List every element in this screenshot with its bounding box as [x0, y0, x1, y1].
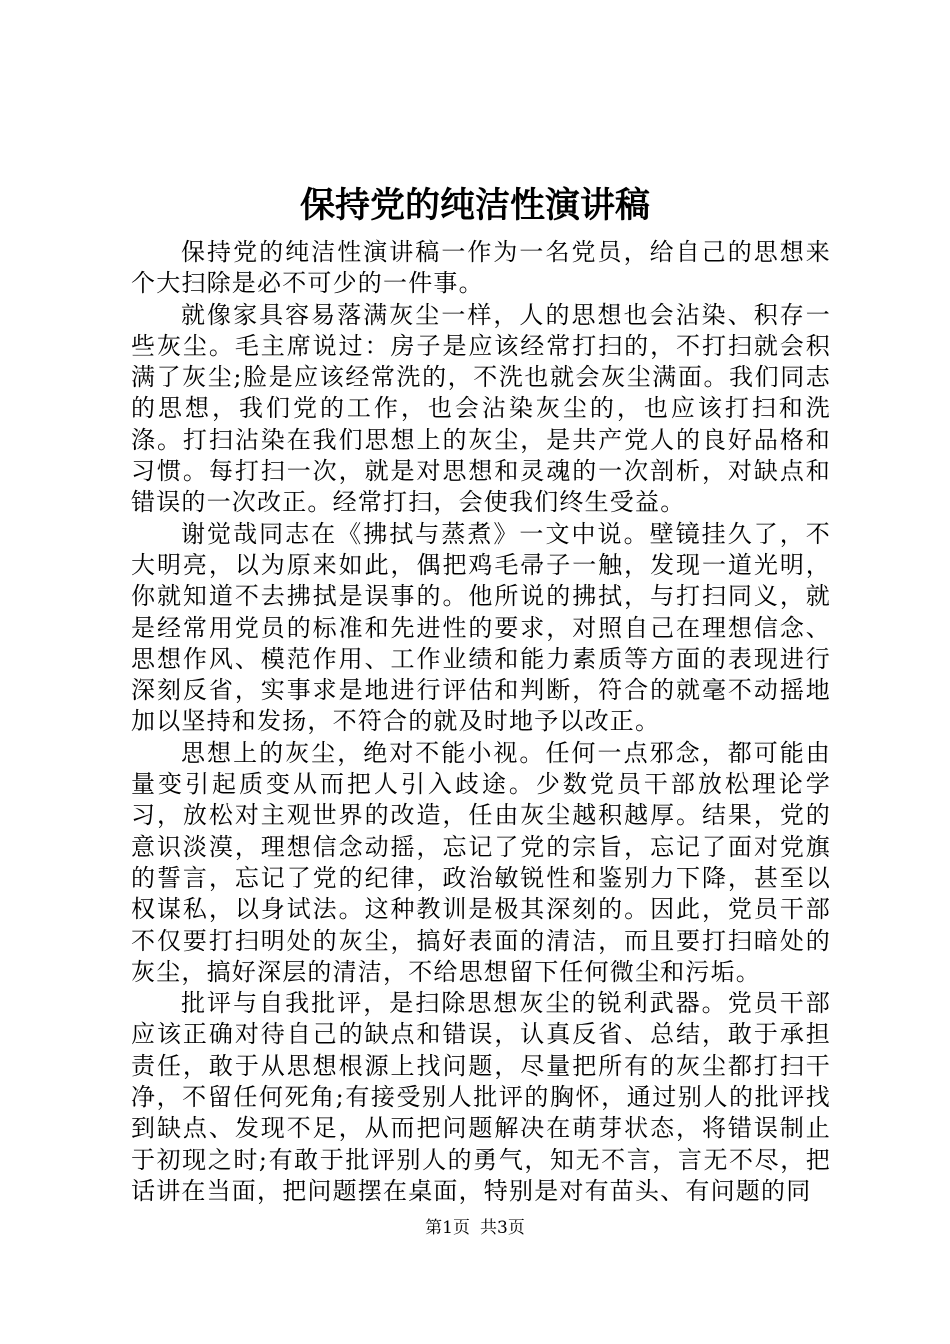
paragraph-3: 谢觉哉同志在《拂拭与蒸煮》一文中说。壁镜挂久了，不大明亮，以为原来如此，偶把鸡毛帚子一触，发现一道光明，你就知道不去拂拭是误事的。他所说的拂拭，与打扫同义，就是经常用党员的标准和先进性的要求，对照自己在理想信念、思想作风、模范作用、工作业绩和能力素质等方面的表现进行深刻反省，实事求是地进行评估和判断，符合的就毫不动摇地加以坚持和发扬，不符合的就及时地予以改正。: [131, 519, 831, 736]
paragraph-1: 保持党的纯洁性演讲稿一作为一名党员，给自己的思想来个大扫除是必不可少的一件事。: [131, 238, 831, 298]
page-footer: [0, 1216, 950, 1240]
document-title: 保持党的纯洁性演讲稿: [299, 185, 650, 226]
paragraph-5: 批评与自我批评，是扫除思想灰尘的锐利武器。党员干部应该正确对待自己的缺点和错误，认真反省、总结，敢于承担责任，敢于从思想根源上找问题，尽量把所有的灰尘都打扫干净，不留任何死角;有接受别人批评的胸怀，通过别人的批评找到缺点、发现不足，从而把问题解决在萌芽状态，将错误制止于初现之时;有敢于批评别人的勇气，知无不言，言无不尽，把话讲在当面，把问题摆在桌面，特别是对有苗头、有问题的同: [131, 989, 831, 1205]
paragraph-4: 思想上的灰尘，绝对不能小视。任何一点邪念，都可能由量变引起质变从而把人引入歧途。少数党员干部放松理论学习，放松对主观世界的改造，任由灰尘越积越厚。结果，党的意识淡漠，理想信念动摇，忘记了党的宗旨，忘记了面对党旗的誓言，忘记了党的纪律，政治敏锐性和鉴别力下降，甚至以权谋私，以身试法。这种教训是极其深刻的。因此，党员干部不仅要打扫明处的灰尘，搞好表面的清洁，而且要打扫暗处的灰尘，搞好深层的清洁，不给思想留下任何微尘和污垢。: [131, 738, 831, 986]
page-total: 共3页: [480, 1218, 525, 1238]
document-body: [131, 237, 831, 1207]
page-number: 第1页: [425, 1218, 470, 1238]
paragraph-2: 就像家具容易落满灰尘一样，人的思想也会沾染、积存一些灰尘。毛主席说过：房子是应该经常打扫的，不打扫就会积满了灰尘;脸是应该经常洗的，不洗也就会灰尘满面。我们同志的思想，我们党的工作，也会沾染灰尘的，也应该打扫和洗涤。打扫沾染在我们思想上的灰尘，是共产党人的良好品格和习惯。每打扫一次，就是对思想和灵魂的一次剖析，对缺点和错误的一次改正。经常打扫，会使我们终生受益。: [131, 300, 831, 517]
